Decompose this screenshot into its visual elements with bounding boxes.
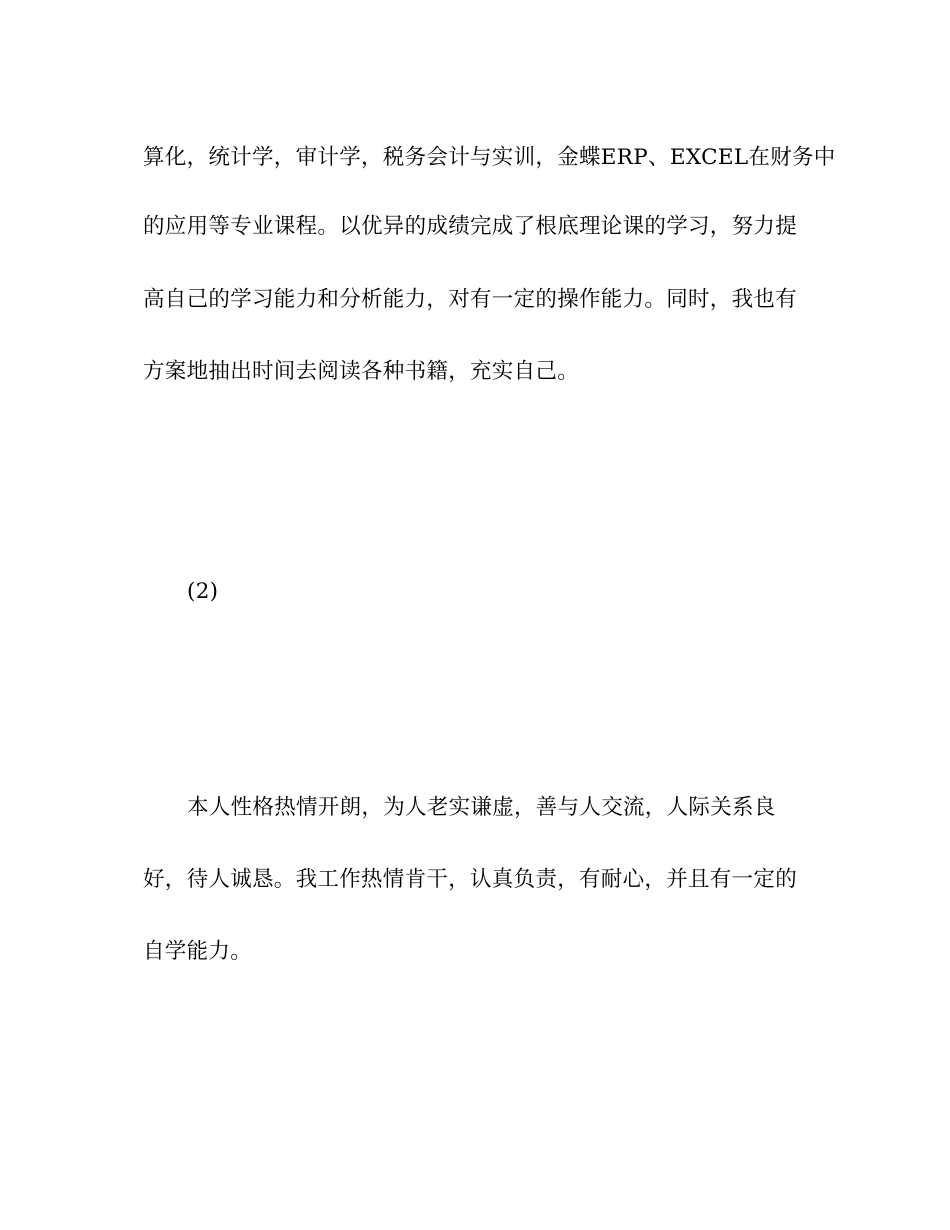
- section-number-label: (2): [187, 579, 219, 604]
- text-line: 方案地抽出时间去阅读各种书籍，充实自己。: [143, 359, 580, 384]
- text-line: 高自己的学习能力和分析能力，对有一定的操作能力。同时，我也有: [143, 287, 798, 312]
- text-line: 好，待人诚恳。我工作热情肯干，认真负责，有耐心，并且有一定的: [143, 867, 798, 892]
- text-line: 的应用等专业课程。以优异的成绩完成了根底理论课的学习，努力提: [143, 214, 798, 239]
- text-line: 自学能力。: [143, 939, 253, 964]
- text-line: 本人性格热情开朗，为人老实谦虚，善与人交流，人际关系良: [187, 795, 776, 820]
- text-line: 算化，统计学，审计学，税务会计与实训，金蝶ERP、EXCEL在财务中: [143, 145, 836, 170]
